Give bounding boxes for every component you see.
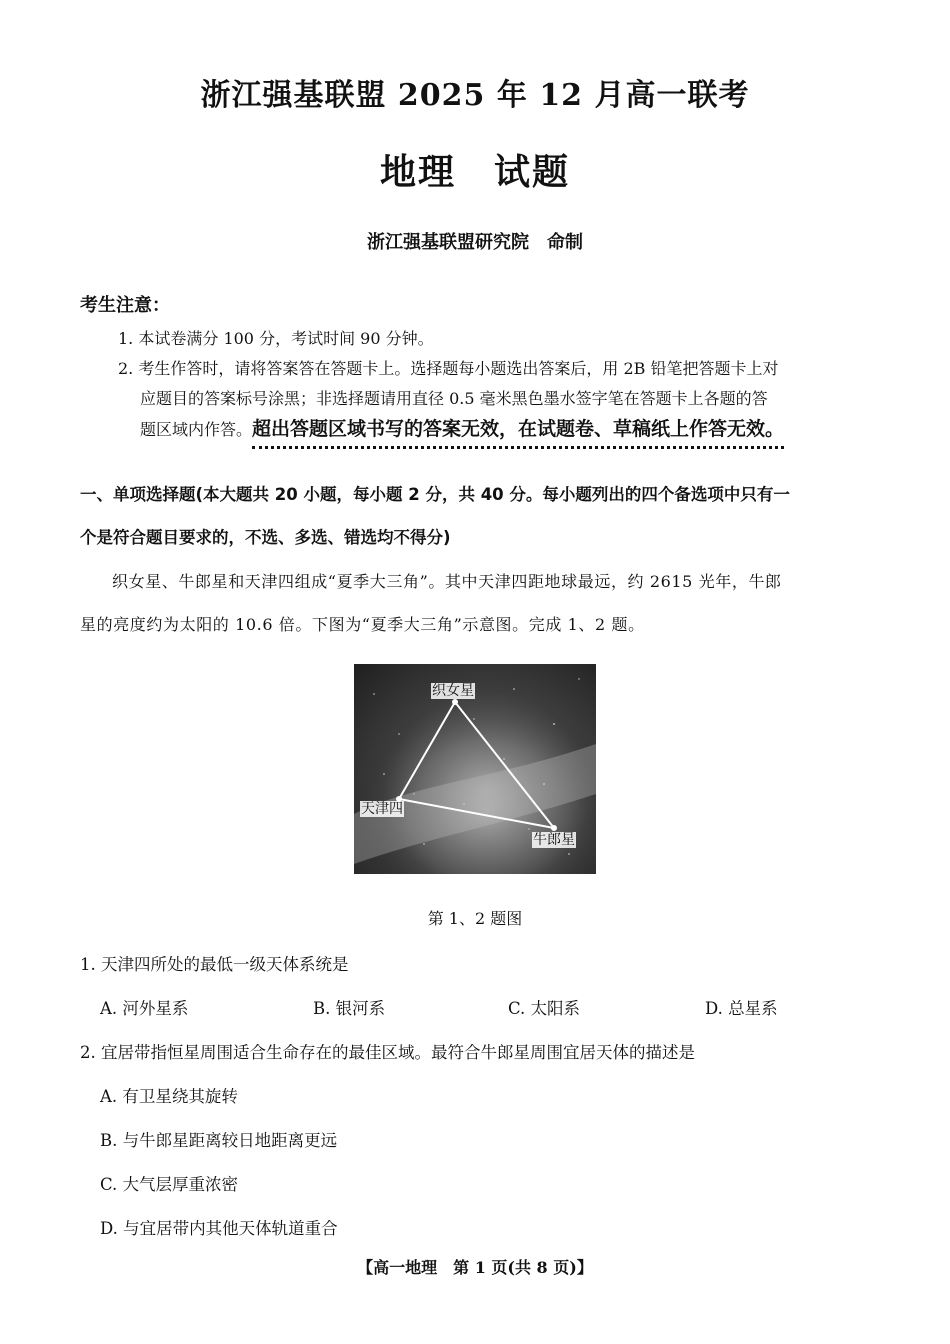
question-2-option-c: C. 大气层厚重浓密 xyxy=(100,1175,239,1194)
altair-label: 牛郎星 xyxy=(533,832,575,848)
section-heading-line-1: 一、单项选择题(本大题共 20 小题，每小题 2 分，共 40 分。每小题列出的四个备选项中只有一 xyxy=(80,485,790,504)
vega-label: 织女星 xyxy=(432,683,474,699)
notice-emphasis: 超出答题区域书写的答案无效，在试题卷、草稿纸上作答无效。 xyxy=(252,418,784,449)
section-heading-line-2: 个是符合题目要求的，不选、多选、错选均不得分) xyxy=(80,528,451,547)
question-2-option-a: A. 有卫星绕其旋转 xyxy=(100,1087,238,1106)
question-1-option-b: B. 银河系 xyxy=(313,999,386,1018)
stem-line-1: 织女星、牛郎星和天津四组成“夏季大三角”。其中天津四距地球最远，约 2615 光年，牛郎 xyxy=(112,572,782,591)
page-footer: 【高一地理 第 1 页(共 8 页)】 xyxy=(357,1258,593,1277)
summer-triangle-figure xyxy=(354,664,596,874)
notice-item-1: 1. 本试卷满分 100 分，考试时间 90 分钟。 xyxy=(118,329,434,348)
notice-item-2-line-3 xyxy=(140,414,784,441)
stem-line-2: 星的亮度约为太阳的 10.6 倍。下图为“夏季大三角”示意图。完成 1、2 题。 xyxy=(80,615,645,634)
question-1-option-c: C. 太阳系 xyxy=(508,999,581,1018)
deneb-label: 天津四 xyxy=(361,801,403,817)
question-1-option-a: A. 河外星系 xyxy=(100,999,189,1018)
vega-star xyxy=(452,699,458,705)
exam-maker: 浙江强基联盟研究院 命制 xyxy=(367,232,583,253)
question-2-option-d: D. 与宜居带内其他天体轨道重合 xyxy=(100,1219,338,1238)
question-2-option-b: B. 与牛郎星距离较日地距离更远 xyxy=(100,1131,338,1150)
question-1-stem: 1. 天津四所处的最低一级天体系统是 xyxy=(80,955,349,974)
figure-caption: 第 1、2 题图 xyxy=(427,909,523,928)
question-2-stem: 2. 宜居带指恒星周围适合生命存在的最佳区域。最符合牛郎星周围宜居天体的描述是 xyxy=(80,1043,695,1062)
notice-item-2-line-1: 2. 考生作答时，请将答案答在答题卡上。选择题每小题选出答案后，用 2B 铅笔把答题卡上对 xyxy=(118,359,779,378)
question-1-option-d: D. 总星系 xyxy=(705,999,778,1018)
notice-heading: 考生注意： xyxy=(80,295,170,316)
subject-title: 地理 试题 xyxy=(379,151,570,193)
notice-item-2-line-2: 应题目的答案标号涂黑；非选择题请用直径 0.5 毫米黑色墨水签字笔在答题卡上各题的答 xyxy=(140,389,768,408)
altair-star xyxy=(551,825,557,831)
notice-item-2-line-3-prefix: 题区域内作答。 xyxy=(140,420,253,439)
exam-title: 浙江强基联盟 2025 年 12 月高一联考 xyxy=(200,78,750,113)
